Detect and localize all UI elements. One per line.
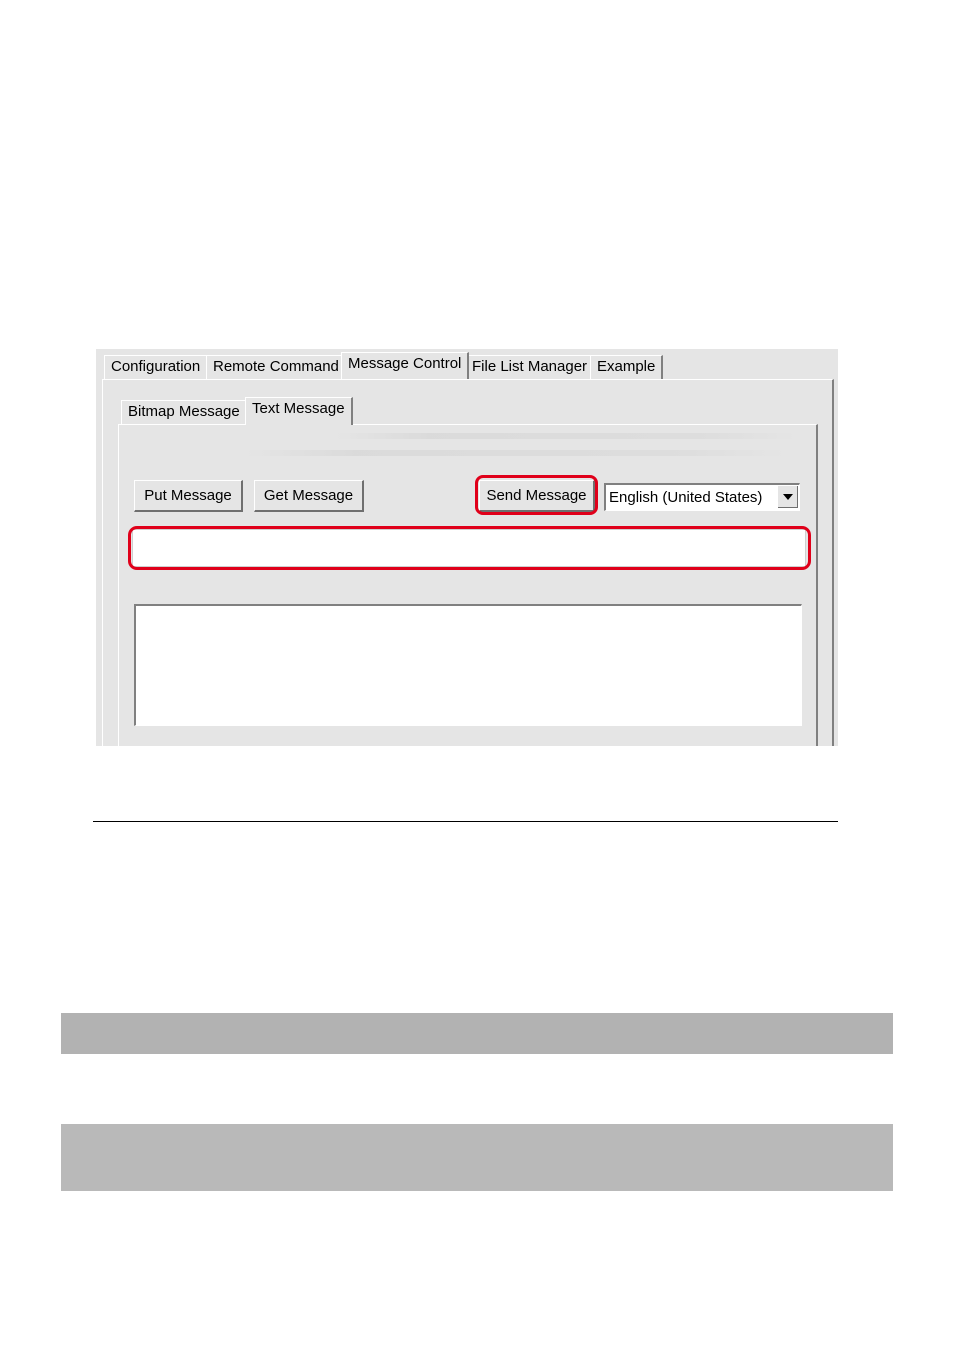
put-message-button[interactable]: Put Message <box>134 480 243 512</box>
message-control-window <box>96 349 838 746</box>
tab-configuration[interactable]: Configuration <box>104 355 208 379</box>
tab-remote-command[interactable]: Remote Command <box>206 355 347 379</box>
language-select[interactable] <box>604 483 800 511</box>
faded-text-line <box>336 433 796 439</box>
gray-bar <box>61 1013 893 1054</box>
tab-text-message[interactable]: Text Message <box>245 397 353 425</box>
tab-bitmap-message[interactable]: Bitmap Message <box>121 400 248 424</box>
language-select-value: English (United States) <box>609 489 763 506</box>
gray-bar <box>61 1124 893 1191</box>
message-log-area[interactable] <box>134 604 802 726</box>
tab-file-list-manager[interactable]: File List Manager <box>465 355 595 379</box>
message-text-input[interactable] <box>132 529 806 567</box>
tab-message-control[interactable]: Message Control <box>341 352 469 379</box>
horizontal-rule <box>93 821 838 822</box>
send-message-button[interactable]: Send Message <box>479 480 595 512</box>
tab-example[interactable]: Example <box>590 355 663 379</box>
dropdown-arrow-icon[interactable] <box>778 486 798 508</box>
get-message-button[interactable]: Get Message <box>254 480 364 512</box>
faded-text-line <box>246 450 786 456</box>
